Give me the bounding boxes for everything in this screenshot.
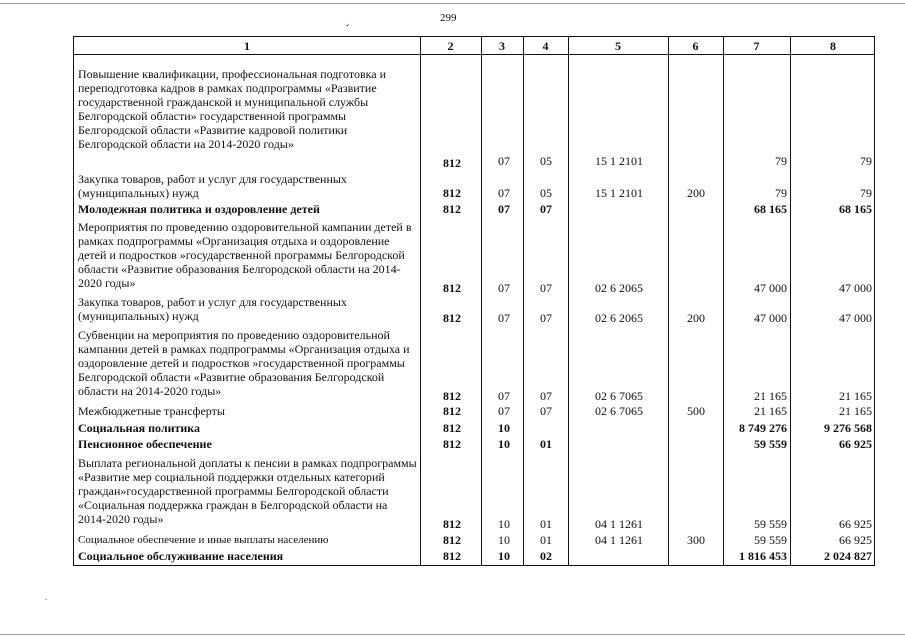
row-col-5: 02 6 7065 (595, 389, 643, 403)
row-col-3: 10 (498, 517, 510, 531)
row-col-8: 47 000 (839, 281, 872, 295)
row-name: Межбюджетные трансферты (78, 404, 225, 418)
row-col-5: 02 6 2065 (595, 281, 643, 295)
table-row (74, 422, 874, 438)
row-col-4: 01 (540, 533, 552, 547)
row-col-2: 812 (443, 404, 461, 418)
row-col-4: 07 (540, 202, 552, 216)
row-col-3: 10 (498, 533, 510, 547)
row-col-4: 05 (540, 186, 552, 200)
row-col-3: 07 (498, 404, 510, 418)
row-col-7: 59 559 (754, 533, 787, 547)
row-col-8: 79 (860, 154, 872, 168)
row-col-7: 47 000 (754, 311, 787, 325)
table-row (74, 405, 874, 421)
row-col-8: 68 165 (839, 202, 872, 216)
row-col-3: 07 (498, 389, 510, 403)
page-number: 299 (440, 12, 457, 24)
row-col-7: 79 (775, 186, 787, 200)
header-col-8: 8 (830, 39, 836, 53)
row-name: Мероприятия по проведению оздоровительной кампании детей в рамках подпрограммы «Организация отдыха и оздоровление детей и подростков »государственной программы Белгородской области «Развитие образования Белгородской области на 2014-2020 годы» (78, 220, 412, 290)
row-col-4: 07 (540, 281, 552, 295)
table-row (74, 329, 874, 404)
table-row (74, 173, 874, 203)
row-col-3: 10 (498, 549, 510, 563)
row-col-5: 04 1 1261 (595, 517, 643, 531)
row-col-3: 10 (498, 421, 510, 435)
table-row (74, 68, 874, 173)
row-col-8: 66 925 (839, 533, 872, 547)
header-col-2: 2 (447, 39, 454, 53)
row-col-8: 9 276 568 (824, 421, 872, 435)
table-row (74, 550, 874, 566)
row-col-2: 812 (443, 202, 461, 216)
row-col-5: 02 6 7065 (595, 404, 643, 418)
row-name: Социальное обслуживание населения (78, 549, 284, 563)
row-col-3: 10 (498, 437, 510, 451)
row-name: Закупка товаров, работ и услуг для государственных (муниципальных) нужд (78, 172, 347, 200)
header-col-6: 6 (692, 39, 699, 53)
row-name: Пенсионное обеспечение (78, 437, 212, 451)
row-col-7: 8 749 276 (739, 421, 787, 435)
row-col-2: 812 (443, 437, 461, 451)
row-col-5: 15 1 2101 (595, 154, 643, 168)
row-col-8: 21 165 (839, 389, 872, 403)
row-col-5: 15 1 2101 (595, 186, 643, 200)
row-col-2: 812 (443, 517, 461, 531)
row-col-7: 79 (775, 154, 787, 168)
row-col-3: 07 (498, 202, 510, 216)
row-col-7: 59 559 (754, 517, 787, 531)
row-col-8: 21 165 (839, 404, 872, 418)
row-col-4: 05 (540, 154, 552, 168)
row-name: Субвенции на мероприятия по проведению оздоровительной кампании детей в рамках подпрограммы «Организация отдыха и оздоровление детей и подростков »государственной программы Белгородской области «Развитие образования Белгородской области на 2014-2020 годы» (78, 328, 410, 398)
table-row (74, 457, 874, 532)
header-col-7: 7 (753, 39, 760, 53)
row-name: Выплата региональной доплаты к пенсии в рамках подпрограммы «Развитие мер социальной поддержки отдельных категорий граждан»государственной программы Белгородской области «Социальная поддержка граждан в Белгородской области на 2014-2020 годы» (78, 456, 417, 526)
row-col-3: 07 (498, 186, 510, 200)
row-col-8: 66 925 (839, 517, 872, 531)
margin-mark: ˇ (345, 22, 353, 35)
row-col-8: 2 024 827 (824, 549, 872, 563)
row-col-3: 07 (498, 281, 510, 295)
row-col-2: 812 (443, 533, 461, 547)
header-col-3: 3 (499, 39, 505, 53)
row-col-2: 812 (443, 311, 461, 325)
row-col-4: 01 (540, 517, 552, 531)
row-col-2: 812 (443, 549, 461, 563)
table-row (74, 203, 874, 219)
table-row (74, 534, 874, 550)
row-col-2: 812 (443, 156, 461, 170)
row-col-7: 21 165 (754, 404, 787, 418)
row-col-6: 200 (687, 186, 705, 200)
row-col-4: 07 (540, 311, 552, 325)
row-col-5: 02 6 2065 (595, 311, 643, 325)
row-col-8: 66 925 (839, 437, 872, 451)
bottom-scan-border (0, 634, 905, 635)
row-name: Молодежная политика и оздоровление детей (78, 202, 320, 216)
top-scan-border (0, 3, 905, 4)
row-name: Социальная политика (78, 421, 201, 435)
row-col-2: 812 (443, 186, 461, 200)
row-col-4: 02 (540, 549, 552, 563)
row-col-2: 812 (443, 281, 461, 295)
row-col-7: 21 165 (754, 389, 787, 403)
row-col-7: 59 559 (754, 437, 787, 451)
row-col-7: 1 816 453 (739, 549, 787, 563)
budget-table (73, 36, 875, 566)
table-row (74, 296, 874, 327)
header-col-4: 4 (542, 39, 549, 53)
row-col-3: 07 (498, 311, 510, 325)
row-name: Повышение квалификации, профессиональная подготовка и переподготовка кадров в рамках подпрограммы «Развитие государственной гражданской и муниципальной службы Белгородской области» государственной программы Белгородской области «Развитие кадровой политики Белгородской области на 2014-2020 годы» (78, 67, 387, 151)
row-col-6: 500 (687, 404, 705, 418)
header-divider (74, 54, 874, 55)
row-col-8: 79 (860, 186, 872, 200)
row-col-3: 07 (498, 154, 510, 168)
row-col-4: 07 (540, 389, 552, 403)
row-col-4: 01 (540, 437, 552, 451)
row-name: Закупка товаров, работ и услуг для государственных (муниципальных) нужд (78, 295, 347, 323)
row-col-8: 47 000 (839, 311, 872, 325)
header-col-1: 1 (244, 39, 250, 53)
row-col-6: 200 (687, 311, 705, 325)
header-col-5: 5 (615, 39, 621, 53)
row-col-6: 300 (687, 533, 705, 547)
table-row (74, 221, 874, 296)
row-col-7: 68 165 (754, 202, 787, 216)
table-row (74, 438, 874, 454)
row-col-2: 812 (443, 389, 461, 403)
row-col-2: 812 (443, 421, 461, 435)
row-name: Социальное обеспечение и иные выплаты населению (78, 534, 329, 546)
row-col-4: 07 (540, 404, 552, 418)
row-col-5: 04 1 1261 (595, 533, 643, 547)
row-col-7: 47 000 (754, 281, 787, 295)
scan-dot: . (45, 592, 48, 602)
